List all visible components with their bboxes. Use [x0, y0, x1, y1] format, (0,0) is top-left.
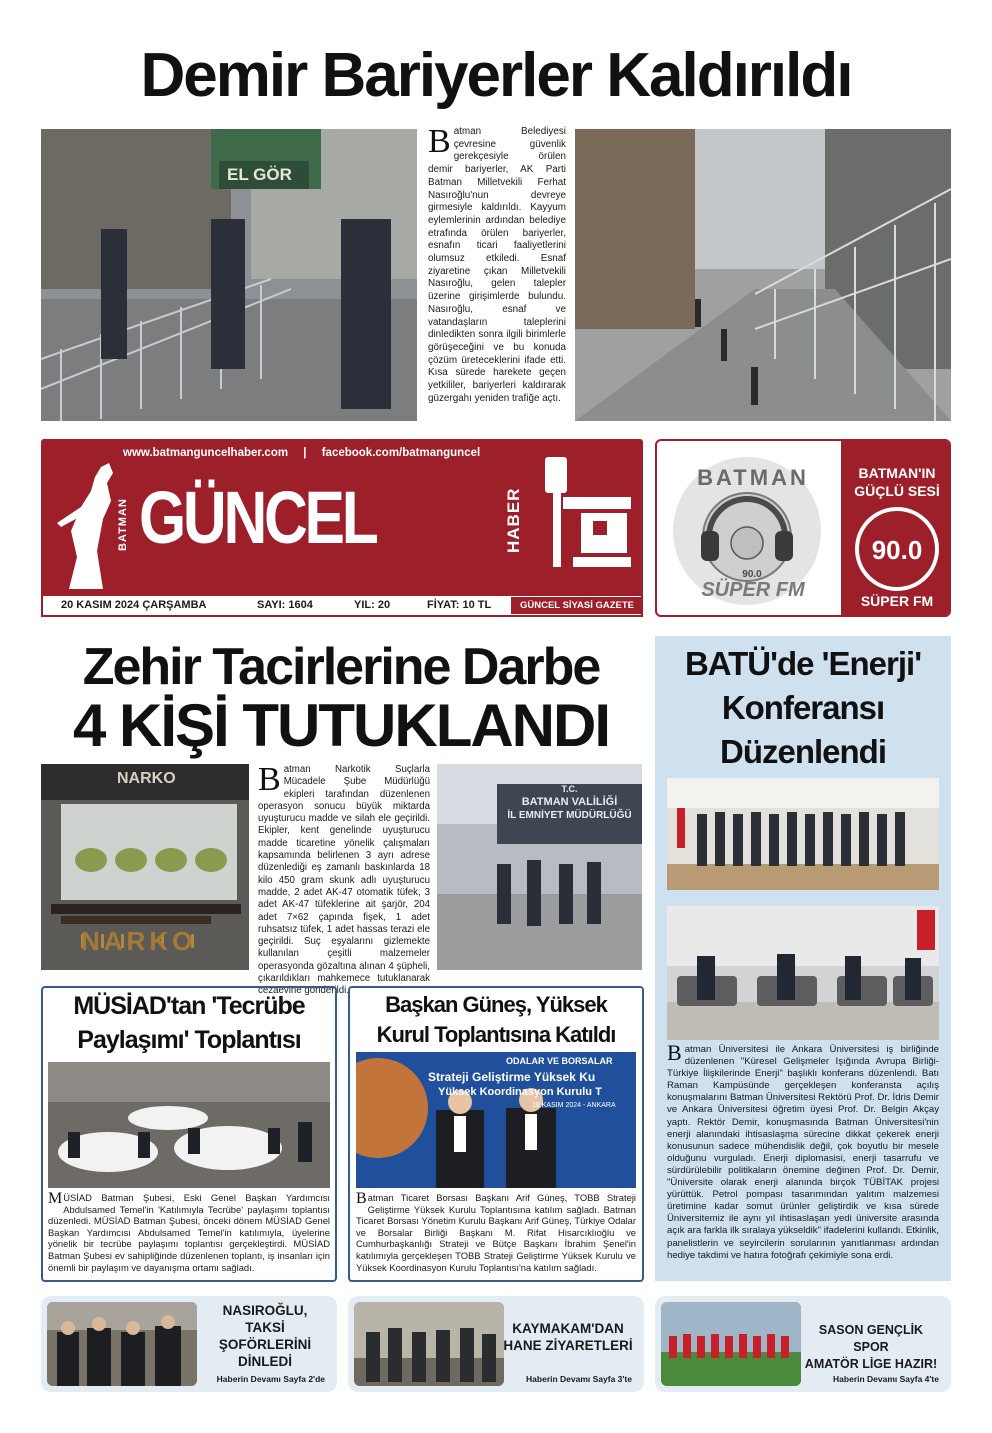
musiad-headline-line1: MÜSİAD'tan 'Tecrübe [73, 992, 305, 1020]
police-sign-line2: BATMAN VALİLİĞİ [521, 796, 618, 808]
teaser-photo-3 [661, 1302, 801, 1386]
teaser-2-line2: HANE ZİYARETLERİ [503, 1338, 633, 1353]
teaser-illustration-1 [47, 1302, 197, 1386]
top-headline: Demir Bariyerler Kaldırıldı [140, 41, 852, 110]
masthead [41, 439, 643, 617]
teaser-title-3 [801, 1322, 941, 1373]
police-sign-line1: T.C. [561, 784, 578, 794]
narcotics-headline-line2: 4 KİŞİ TUTUKLANDI [73, 692, 609, 759]
gunes-banner-line1: Strateji Geliştirme Yüksek Ku [428, 1070, 596, 1084]
website-link[interactable]: www.batmanguncelhaber.com [123, 447, 289, 459]
top-story-dropcap: B [428, 123, 451, 160]
batu-story-body: Batman Üniversitesi ile Ankara Üniversitesi iş birliğinde düzenlenen "Küresel Gelişmeler Işığında Avrupa Birliği-Türkiye İlişkilerinde Enerji" başlıklı konferans düzenlendi. Batı Raman Kampüsünde gerçekleşen konferansta açılış konuşmalarını Batman Üniversitesi Rektörü Prof. Dr. İdris Demir ve Ankara Üniversitesi öğretim üyesi Prof. Dr. Belgin Akçay yaptı. Rektör Demir, konuşmasında Batman Üniversitesi'nin enerji alanındaki ihtisaslaşma sürecine dikkat çekerek enerji konusunun sadece mühendislik değil, çok boyutlu bir mesele olduğunu vurguladı. Enerji diplomasisi, enerji tasarrufu ve sürdürülebilir politikaların önemine değinen Prof. Dr. Demir, "Üniversite olarak enerji alanında birçok TÜBİTAK projesi yürüttük. Petrol pompası tasarımından yalıtım malzemesi üretimine kadar somut ürünler geliştirdik ve kısa sürede Üniversitemiz ile aynı yıl ihtisaslaşan yedi üniversite arasında açık ara farkla ilk sıralaya yükseldik" ifadelerini kullandı. Etkinlik, panelistlerin ve seyircilerin sorularının yanıtlanması ardından hediye takdimi ve hatıra fotoğrafı çekimiyle sona erdi. [667, 1040, 939, 1261]
narcotics-photo-label-top: NARKO [117, 770, 176, 787]
musiad-meeting-photo [48, 1062, 330, 1188]
top-story-body: Batman Belediyesi çevresine güvenlik gerekçesiyle örülen demir bariyerler, AK Parti Batman Milletvekili Ferhat Nasıroğlu'nun devreye girmesiyle kaldırıldı. Kayyum eylemlerinin ardından belediye etrafında örülen bariyerler, esnafın ticari faaliyetlerini olumsuz etkiledi. Esnaf ziyaretine çıkan Milletvekili Nasıroğlu, gelen talepler üzerine girişimlerde bulundu. Nasıroğlu, esnaf ve vatandaşların taleplerini dinledikten sonra ilgili birimlerle görüşeceğini ve bu konuda çözüm üreteceklerini ifade etti. Kısa sürede harekete geçen yetkililer, bariyerleri kaldırarak güzergahı yeniden trafiğe açtı. [428, 123, 566, 404]
teaser-ref-3[interactable]: Haberin Devamı Sayfa 4'te [833, 1374, 939, 1384]
narcotics-headline-line1: Zehir Tacirlerine Darbe [82, 638, 600, 696]
musiad-meeting-illustration [48, 1062, 330, 1188]
teaser-1-line4: DİNLEDİ [238, 1354, 292, 1369]
issue-year: YIL: 20 [354, 599, 391, 611]
batu-group-photo [667, 778, 939, 890]
storefront-sign: EL GÖR [227, 165, 292, 184]
batu-panel [655, 636, 951, 1281]
gunes-banner-line2: Yüksek Koordinasyon Kurulu T [438, 1086, 602, 1098]
teaser-ref-1[interactable]: Haberin Devamı Sayfa 2'de [216, 1374, 325, 1384]
batu-headline-line2: Konferansı [721, 689, 885, 726]
issue-number: SAYI: 1604 [257, 599, 313, 611]
police-station-photo [437, 764, 642, 970]
logo-suffix: HABER [504, 487, 523, 553]
radio-station: SÜPER FM [860, 593, 934, 609]
logo-main: GÜNCEL [139, 476, 376, 559]
issue-date: 20 KASIM 2024 ÇARŞAMBA [61, 599, 207, 611]
teaser-title-1 [203, 1302, 327, 1370]
batu-group-illustration [667, 778, 939, 890]
masthead-links [123, 447, 583, 459]
logo-prefix: BATMAN [117, 498, 129, 551]
radio-ad [655, 439, 951, 617]
teaser-illustration-2 [354, 1302, 504, 1386]
teaser-photo-2 [354, 1302, 504, 1386]
batu-headline-line3: Düzenlendi [719, 733, 886, 770]
oil-pump-icon [537, 457, 637, 587]
gunes-headline-line2: Kurul Toplantısına Katıldı [376, 1022, 616, 1047]
gunes-meeting-photo [356, 1052, 636, 1188]
barrier-photo-left [41, 129, 417, 421]
teaser-1-line3: ŞOFÖRLERİNİ [218, 1337, 312, 1352]
teaser-3-line1: SASON GENÇLİK SPOR [818, 1323, 924, 1354]
police-sign-line3: İL EMNİYET MÜDÜRLÜĞÜ [507, 810, 632, 821]
gunes-story-body: Batman Ticaret Borsası Başkanı Arif Güneş, TOBB Strateji Geliştirme Yüksek Kurulu Toplantısına katılım sağladı. Batman Ticaret Borsası Yönetim Kurulu Başkanı Arif Güneş, Türkiye Odalar ve Borsalar Birliği Başkanı M. Rifat Hisarcıklıoğlu ve Cumhurbaşkanlığı Strateji ve Bütçe Başkanı İbrahim Şenel'in katılımıyla gerçekleşen TOBB Strateji Geliştirme Yüksek Kurulu ve Yüksek Koordinasyon Kurulu Toplantısı'na katılım sağladı. [356, 1190, 636, 1273]
masthead-info-bar [41, 594, 643, 617]
narcotics-seizure-photo [41, 764, 249, 970]
teaser-card-2[interactable] [348, 1296, 644, 1392]
radio-frequency-badge [855, 507, 939, 591]
musiad-story-body: MÜSİAD Batman Şubesi, Eski Genel Başkan Yardımcısı Abdulsamed Temel'in 'Katılımıyla Tecrübe' paylaşımı toplantısı düzenledi. MÜSİAD Batman Şubesi, önceki dönem MÜSİAD Genel Başkan Yardımcısı Abdulsamed Temel'in katılımıyla, üyelerine yönelik bir tecrübe paylaşımı toplantısı gerçekleştirdi. MÜSİAD Batman Şubesi ev sahipliğinde düzenlenen toplantı, iş insanları için önemli bir paylaşım ve dayanışma ortamı sağladı. [48, 1190, 330, 1273]
links-separator: | [303, 447, 307, 459]
batu-panel-illustration [667, 906, 939, 1040]
batu-dropcap: B [667, 1040, 682, 1065]
gunes-banner-top: ODALAR VE BORSALAR [506, 1056, 613, 1066]
radio-slogan-line2: GÜÇLÜ SESİ [854, 483, 940, 499]
teaser-3-line2: AMATÖR LİGE HAZIR! [804, 1357, 938, 1371]
gunes-headline-line1: Başkan Güneş, Yüksek [385, 992, 607, 1017]
radio-arc-text: BATMAN [697, 465, 809, 490]
police-station-illustration [437, 764, 642, 970]
barrier-photo-right [575, 129, 951, 421]
musiad-headline-line2: Paylaşımı' Toplantısı [77, 1026, 301, 1054]
teaser-2-line1: KAYMAKAM'DAN [512, 1321, 624, 1336]
narcotics-photo-label-bottom: NARKO [81, 926, 197, 956]
radio-slogan-line1: BATMAN'IN [858, 465, 936, 481]
radio-logo-name: SÜPER FM [701, 579, 805, 601]
tagline: GÜNCEL SİYASİ GAZETE [511, 597, 643, 614]
teaser-1-line1: NASIROĞLU, [222, 1303, 308, 1318]
radio-frequency: 90.0 [871, 535, 923, 565]
gunes-banner-line3: 18 KASIM 2024 - ANKARA [532, 1102, 616, 1109]
narcotics-dropcap: B [258, 761, 281, 798]
gunes-dropcap: B [356, 1190, 367, 1207]
narcotics-story-body: Batman Narkotik Suçlarla Mücadele Şube Müdürlüğü ekipleri tarafından düzenlenen operasyon sonucu büyük miktarda uyuşturucu madde ve silah ele geçirildi. Ekipler, kent genelinde uyuşturucu madde ticaretine yönelik çalışmaları kapsamında belirlenen 3 ayrı adrese düzenlediği eş zamanlı baskınlarda 18 kilo 450 gram skunk adlı uyuşturucu madde, 2 adet AK-47 otomatik tüfek, 3 adet AK-47 tüfeklerine ait şarjör, 204 adet 7×62 çapında fişek, 1 adet ruhsatsız tüfek, 1 adet hassas terazi ele geçirildi. Suç eşyalarını gizlemekte kullanılan çeşitli malzemeler operasyonda gözaltına alınan 4 şüpheli, çıkarıldıkları mahkemece tutuklanarak cezaevine gönderildi. [258, 761, 430, 997]
teaser-illustration-3 [661, 1302, 801, 1386]
teaser-ref-2[interactable]: Haberin Devamı Sayfa 3'te [526, 1374, 632, 1384]
teaser-photo-1 [47, 1302, 197, 1386]
teaser-title-2 [502, 1320, 634, 1354]
barrier-photo-right-illustration [575, 129, 951, 421]
musiad-dropcap: M [48, 1190, 63, 1207]
teaser-card-3[interactable] [655, 1296, 951, 1392]
issue-price: FİYAT: 10 TL [427, 599, 492, 611]
teaser-1-line2: TAKSİ [245, 1320, 285, 1335]
teaser-card-1[interactable] [41, 1296, 337, 1392]
batu-panel-photo [667, 906, 939, 1040]
radio-slogan-panel [841, 441, 951, 617]
radio-logo-freq: 90.0 [742, 569, 762, 580]
facebook-link[interactable]: facebook.com/batmanguncel [321, 447, 481, 459]
batu-headline-line1: BATÜ'de 'Enerji' [684, 645, 922, 682]
